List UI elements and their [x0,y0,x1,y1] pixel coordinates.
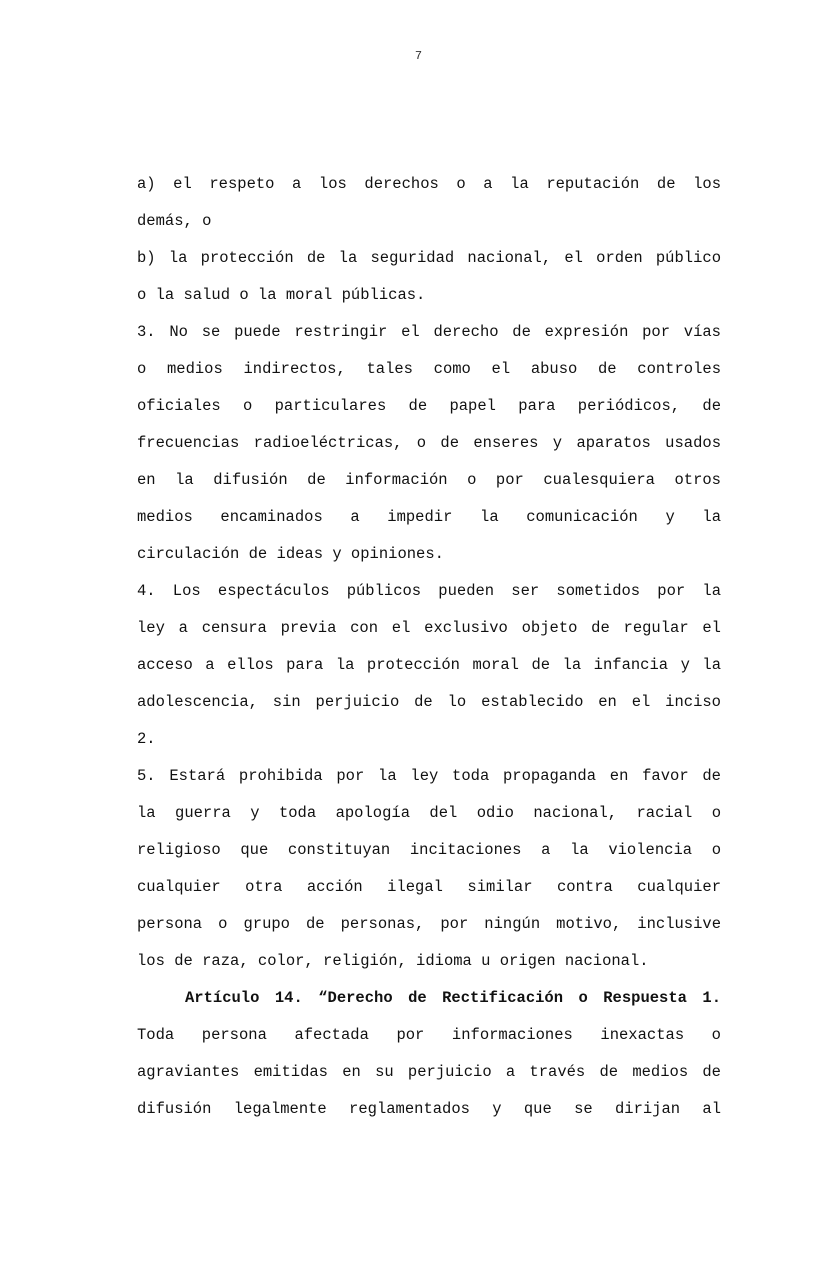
text-line: los de raza, color, religión, idioma u origen nacional. [137,952,649,970]
text-line: persona o grupo de personas, por ningún motivo, inclusive [137,915,721,933]
document-body [137,166,721,1128]
text-line: 5. Estará prohibida por la ley toda propaganda en favor de [137,767,721,785]
text-line: 2. [137,730,156,748]
text-line: ley a censura previa con el exclusivo objeto de regular el [137,619,721,637]
text-line: b) la protección de la seguridad nacional, el orden público [137,249,721,267]
text-line: 3. No se puede restringir el derecho de expresión por vías [137,323,721,341]
text-line: cualquier otra acción ilegal similar contra cualquier [137,878,721,896]
text-line: 4. Los espectáculos públicos pueden ser sometidos por la [137,582,721,600]
text-line: o la salud o la moral públicas. [137,286,426,304]
text-line: la guerra y toda apología del odio nacional, racial o [137,804,721,822]
text-line: demás, o [137,212,212,230]
text-line: circulación de ideas y opiniones. [137,545,444,563]
page-number: 7 [414,49,423,63]
article-heading: Artículo 14. “Derecho de Rectificación o Respuesta 1. [185,989,721,1007]
text-line: agraviantes emitidas en su perjuicio a través de medios de [137,1063,721,1081]
text-line: en la difusión de información o por cualesquiera otros [137,471,721,489]
text-line: Toda persona afectada por informaciones inexactas o [137,1026,721,1044]
text-line: medios encaminados a impedir la comunicación y la [137,508,721,526]
text-line: oficiales o particulares de papel para periódicos, de [137,397,721,415]
text-line: frecuencias radioeléctricas, o de enseres y aparatos usados [137,434,721,452]
text-line: a) el respeto a los derechos o a la reputación de los [137,175,721,193]
text-line: religioso que constituyan incitaciones a la violencia o [137,841,721,859]
text-line: o medios indirectos, tales como el abuso de controles [137,360,721,378]
text-line: difusión legalmente reglamentados y que se dirijan al [137,1100,721,1118]
text-line: adolescencia, sin perjuicio de lo establecido en el inciso [137,693,721,711]
text-line: acceso a ellos para la protección moral de la infancia y la [137,656,721,674]
